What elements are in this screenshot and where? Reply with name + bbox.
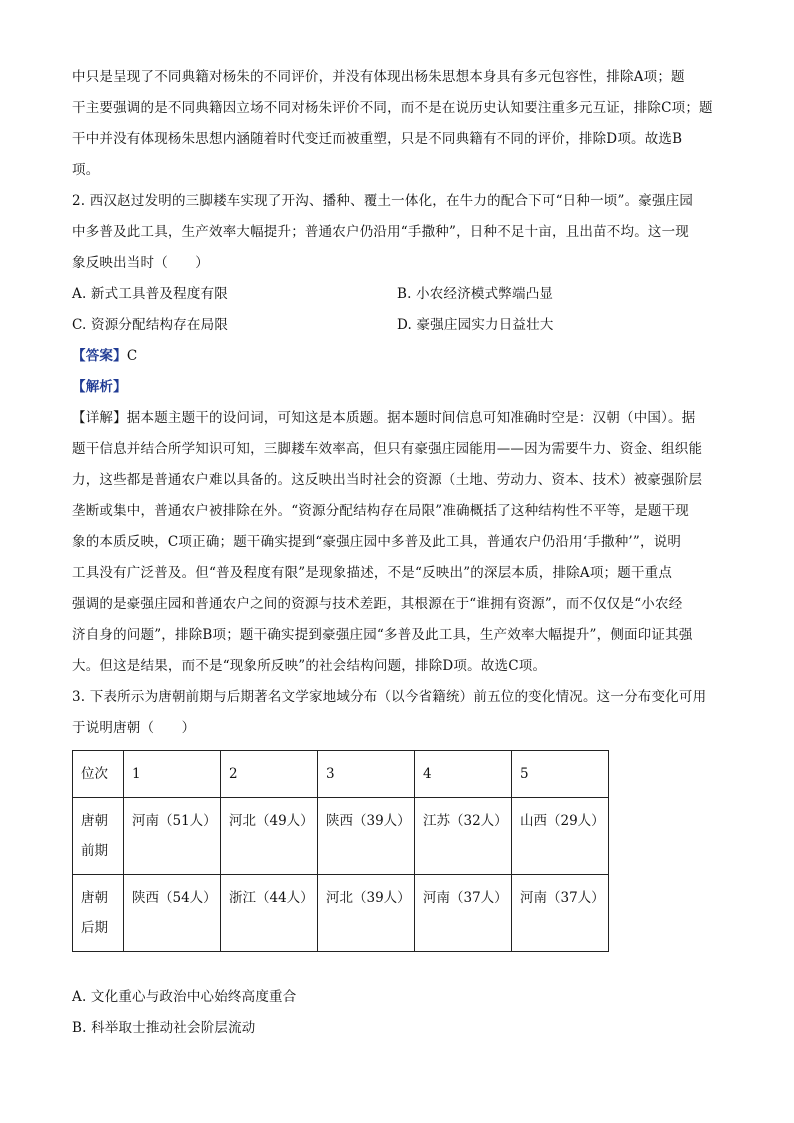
detail-line: 工具没有广泛普及。但“普及程度有限”是现象描述，不是“反映出”的深层本质，排除A项；题干重点: [72, 565, 673, 581]
question-2-stem: 2. 西汉赵过发明的三脚耧车实现了开沟、播种、覆土一体化，在牛力的配合下可“日种一顷”。豪强庄园: [72, 193, 694, 209]
question-2-stem: 中多普及此工具，生产效率大幅提升；普通农户仍沿用“手撒种”，日种不足十亩，且出苗不均。这一现: [72, 224, 690, 240]
detail-line: 垄断或集中，普通农户被排除在外。“资源分配结构存在局限”准确概括了这种结构性不平等，是题干现: [72, 503, 690, 519]
table-header-row: [73, 751, 609, 798]
analysis-label: 【解析】: [72, 379, 127, 395]
table-cell: 江苏（32人）: [415, 798, 512, 875]
detail-line: 【详解】据本题主题干的设问词，可知这是本质题。据本题时间信息可知准确时空是：汉朝（中国）。据: [72, 410, 696, 426]
option-b: B. 科举取士推动社会阶层流动: [72, 1020, 256, 1036]
intro-line: 干中并没有体现杨朱思想内涵随着时代变迁而被重塑，只是不同典籍有不同的评价，排除D项。故选B: [72, 131, 683, 147]
option-a: A. 文化重心与政治中心始终高度重合: [72, 989, 297, 1005]
table-cell: 河南（51人）: [124, 798, 221, 875]
table-cell: 4: [415, 751, 512, 798]
answer-value: C: [126, 348, 138, 364]
table-cell: 3: [318, 751, 415, 798]
question-3-stem: 3. 下表所示为唐朝前期与后期著名文学家地域分布（以今省籍统）前五位的变化情况。这一分布变化可用: [72, 689, 707, 705]
table-cell: 河北（49人）: [221, 798, 318, 875]
option-b: B. 小农经济模式弊端凸显: [397, 286, 554, 302]
answer-label: 【答案】: [72, 348, 127, 364]
table-cell: 河南（37人）: [415, 875, 512, 952]
analysis-line: [72, 372, 722, 403]
table-cell: 山西（29人）: [512, 798, 609, 875]
detail-line: 强调的是豪强庄园和普通农户之间的资源与技术差距，其根源在于“谁拥有资源”，而不仅仅是“小农经: [72, 596, 683, 612]
table-cell: 2: [221, 751, 318, 798]
intro-line: 干主要强调的是不同典籍因立场不同对杨朱评价不同，而不是在说历史认知要注重多元互证，排除C项；题: [72, 100, 713, 116]
table-row: [73, 875, 609, 952]
document-page: [72, 62, 722, 1044]
answer-line: [72, 341, 722, 372]
option-d: D. 豪强庄园实力日益壮大: [397, 317, 554, 333]
question-2-options: [72, 279, 722, 341]
table-cell: 唐朝前期: [73, 798, 124, 875]
table-cell: 5: [512, 751, 609, 798]
table-cell: 唐朝后期: [73, 875, 124, 952]
table-cell: 河南（37人）: [512, 875, 609, 952]
table-row: [73, 798, 609, 875]
detail-line: 力，这些都是普通农户难以具备的。这反映出当时社会的资源（土地、劳动力、资本、技术）被豪强阶层: [72, 472, 703, 488]
detail-line: 济自身的问题”，排除B项；题干确实提到豪强庄园“多普及此工具，生产效率大幅提升”，侧面印证其强: [72, 627, 693, 643]
author-distribution-table: [72, 750, 609, 952]
intro-line: 中只是呈现了不同典籍对杨朱的不同评价，并没有体现出杨朱思想本身具有多元包容性，排除A项；题: [72, 69, 685, 85]
detail-line: 象的本质反映，C项正确；题干确实提到“豪强庄园中多普及此工具，普通农户仍沿用‘手撒种’”，说明: [72, 534, 682, 550]
intro-line: 项。: [72, 162, 100, 178]
table-cell: 陕西（54人）: [124, 875, 221, 952]
detail-line: 大。但这是结果，而不是“现象所反映”的社会结构问题，排除D项。故选C项。: [72, 658, 547, 674]
question-2: [72, 186, 722, 682]
question-3: [72, 682, 722, 1044]
table-cell: 位次: [73, 751, 124, 798]
question-3-options: [72, 982, 722, 1044]
option-a: A. 新式工具普及程度有限: [72, 286, 228, 302]
table-cell: 陕西（39人）: [318, 798, 415, 875]
question-2-stem: 象反映出当时（ ）: [72, 255, 209, 271]
option-c: C. 资源分配结构存在局限: [72, 317, 229, 333]
table-cell: 1: [124, 751, 221, 798]
detail-line: 题干信息并结合所学知识可知，三脚耧车效率高，但只有豪强庄园能用——因为需要牛力、资金、组织能: [72, 441, 703, 457]
question-3-stem: 于说明唐朝（ ）: [72, 720, 196, 736]
table-cell: 河北（39人）: [318, 875, 415, 952]
table-cell: 浙江（44人）: [221, 875, 318, 952]
